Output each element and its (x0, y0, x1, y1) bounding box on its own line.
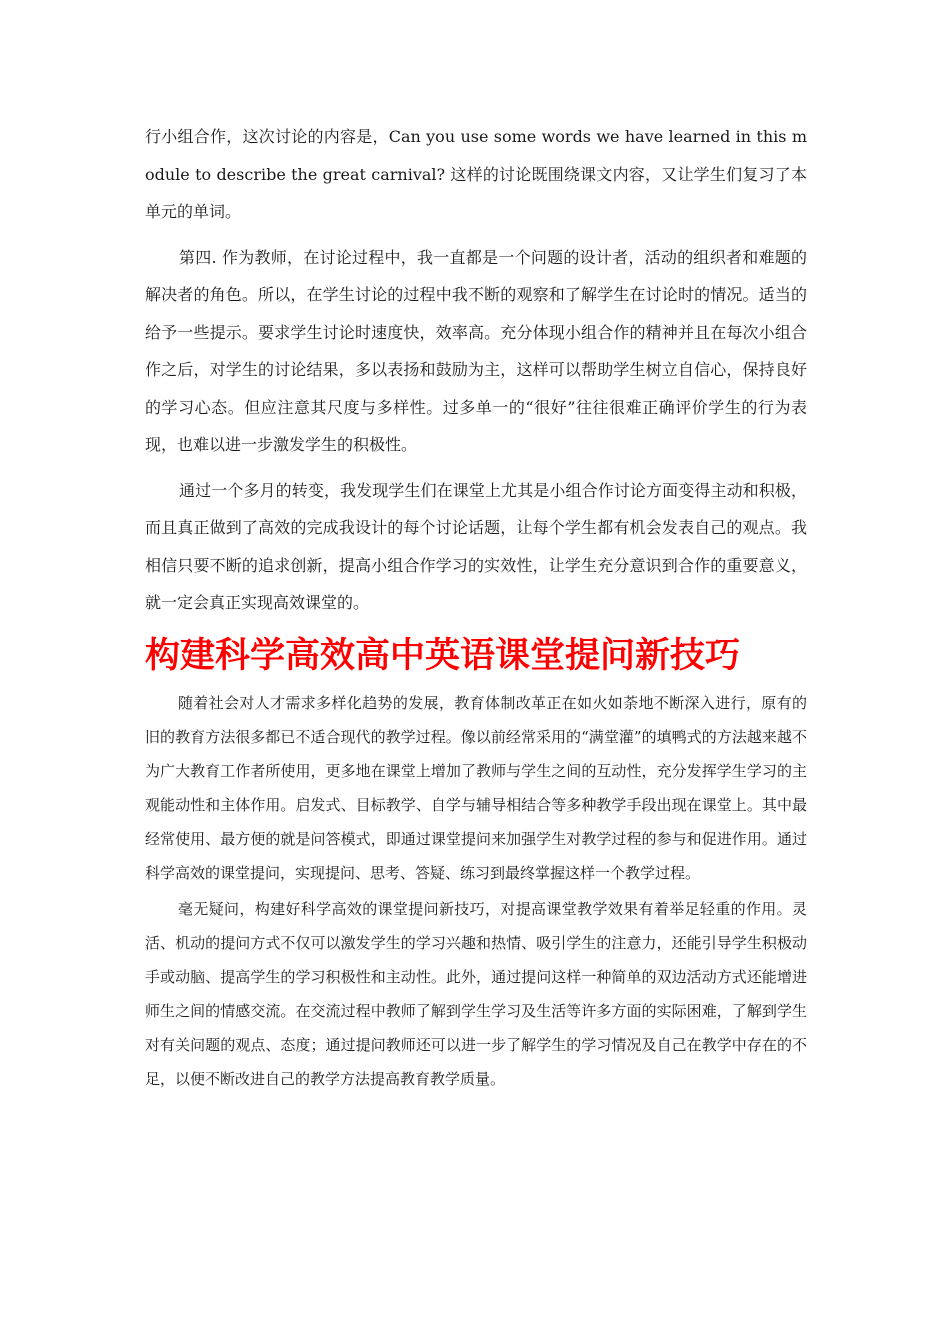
body-paragraph-fourth-point: 第四. 作为教师，在讨论过程中，我一直都是一个问题的设计者，活动的组织者和难题的解决者的角色。所以，在学生讨论的过程中我不断的观察和了解学生在讨论时的情况。适当的给予一些提示。要求学生讨论时速度快，效率高。充分体现小组合作的精神并且在每次小组合作之后，对学生的讨论结果，多以表扬和鼓励为主，这样可以帮助学生树立自信心，保持良好的学习心态。但应注意其尺度与多样性。过多单一的“很好”往往很难正确评价学生的行为表现，也难以进一步激发学生的积极性。 (145, 247, 807, 454)
body-paragraph-continuation: 行小组合作，这次讨论的内容是，Can you use some words we have learned in this module to describe the great carnival? 这样的讨论既围绕课文内容，又让学生们复习了本单元的单词。 (145, 127, 807, 221)
article-paragraph-intro: 随着社会对人才需求多样化趋势的发展，教育体制改革正在如火如荼地不断深入进行，原有的旧的教育方法很多都已不适合现代的教学过程。像以前经常采用的“满堂灌”的填鸭式的方法越来越不为广大教育工作者所使用，更多地在课堂上增加了教师与学生之间的互动性，充分发挥学生学习的主观能动性和主体作用。启发式、目标教学、自学与辅导相结合等多种教学手段出现在课堂上。其中最经常使用、最方便的就是问答模式，即通过课堂提问来加强学生对教学过程的参与和促进作用。通过科学高效的课堂提问，实现提问、思考、答疑、练习到最终掌握这样一个教学过程。 (145, 693, 807, 882)
article-heading: 构建科学高效高中英语课堂提问新技巧 (145, 635, 741, 676)
document-page (145, 118, 807, 1096)
article-paragraph-importance: 毫无疑问，构建好科学高效的课堂提问新技巧，对提高课堂教学效果有着举足轻重的作用。灵活、机动的提问方式不仅可以激发学生的学习兴趣和热情、吸引学生的注意力，还能引导学生积极动手或动脑、提高学生的学习积极性和主动性。此外，通过提问这样一种简单的双边活动方式还能增进师生之间的情感交流。在交流过程中教师了解到学生学习及生活等许多方面的实际困难，了解到学生对有关问题的观点、态度；通过提问教师还可以进一步了解学生的学习情况及自己在教学中存在的不足，以便不断改进自己的教学方法提高教育教学质量。 (145, 899, 807, 1088)
body-paragraph-conclusion: 通过一个多月的转变，我发现学生们在课堂上尤其是小组合作讨论方面变得主动和积极，而且真正做到了高效的完成我设计的每个讨论话题，让每个学生都有机会发表自己的观点。我相信只要不断的追求创新，提高小组合作学习的实效性，让学生充分意识到合作的重要意义，就一定会真正实现高效课堂的。 (145, 480, 807, 612)
